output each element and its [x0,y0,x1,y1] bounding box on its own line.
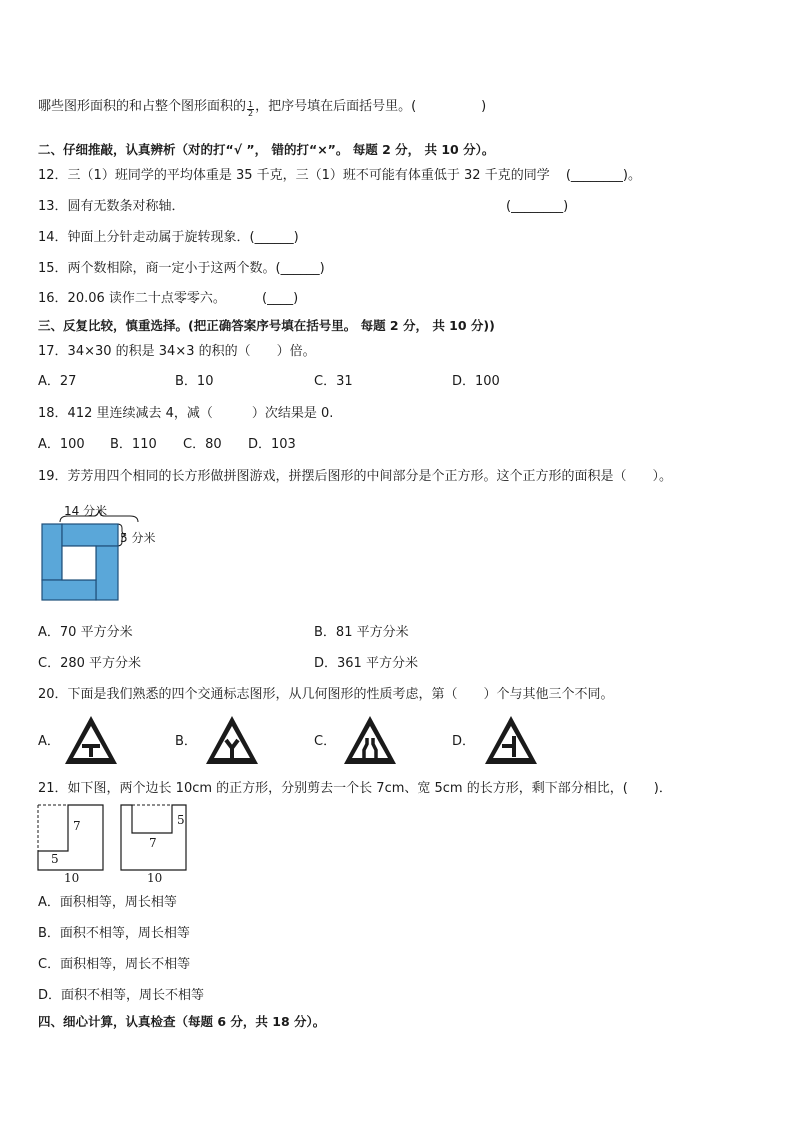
q17-option-d[interactable]: D．100 [452,374,500,389]
q11-text-after: ，把序号填在后面括号里。( ) [255,99,487,114]
q19-rectangle-puzzle-figure [38,500,178,604]
traffic-sign-t-junction-icon[interactable] [63,714,119,770]
traffic-sign-road-narrows-icon[interactable] [342,714,398,770]
q21-left-label-10: 10 [64,871,80,885]
section-4-title: 四、细心计算，认真检查（每题 6 分，共 18 分）。 [38,1014,326,1029]
fraction-one-half [247,101,254,118]
side-dimension-label: 5 分米 [120,531,156,545]
q18-option-d[interactable]: D．103 [248,437,296,452]
q21-option-a[interactable]: A．面积相等，周长相等 [38,895,177,910]
q19-option-d[interactable]: D．361 平方分米 [314,656,418,671]
q13-answer-blank[interactable]: (________) [506,199,569,214]
q16-answer-blank[interactable]: (____) [262,291,299,306]
q21-left-label-5: 5 [51,852,59,866]
top-rectangle [62,524,118,546]
question-18: 18．412 里连续减去 4，减（ ）次结果是 0. [38,406,334,421]
question-17: 17．34×30 的积是 34×3 的积的（ ）倍。 [38,344,316,359]
q19-option-c[interactable]: C．280 平方分米 [38,656,142,671]
q21-right-label-7: 7 [149,836,157,850]
q20-option-d[interactable]: D． [452,734,476,749]
q16-text: 16．20.06 读作二十点零零六。 [38,291,226,306]
question-15: 15．两个数相除，商一定小于这两个数。(______) [38,261,325,276]
q21-left-square-figure [36,803,106,885]
q18-option-b[interactable]: B．110 [110,437,157,452]
section-2-title: 二、仔细推敲，认真辨析（对的打“√ ”， 错的打“×”。 每题 2 分， 共 10 分）。 [38,142,495,157]
question-19: 19．芳芳用四个相同的长方形做拼图游戏，拼摆后图形的中间部分是个正方形。这个正方形的面积是（ ）。 [38,469,673,484]
q21-left-label-7: 7 [73,819,81,833]
q17-option-a[interactable]: A．27 [38,374,77,389]
bottom-rectangle [42,580,96,600]
q11-text-before: 哪些图形面积的和占整个图形面积的 [38,99,247,114]
q21-right-label-5: 5 [177,813,185,827]
q21-right-label-10: 10 [147,871,163,885]
q19-option-b[interactable]: B．81 平方分米 [314,625,409,640]
q19-option-a[interactable]: A．70 平方分米 [38,625,133,640]
q20-option-b[interactable]: B． [175,734,197,749]
question-16 [38,290,226,308]
q21-option-c[interactable]: C．面积相等，周长不相等 [38,957,191,972]
q21-option-b[interactable]: B．面积不相等，周长相等 [38,926,190,941]
question-14: 14．钟面上分针走动属于旋转现象．(______) [38,230,299,245]
q21-right-square-figure [118,803,190,885]
fraction-numerator: 1 [248,100,254,109]
section-3-title: 三、反复比较，慎重选择。(把正确答案序号填在括号里。 每题 2 分， 共 10 分)) [38,318,495,333]
q18-option-a[interactable]: A．100 [38,437,85,452]
q20-option-c[interactable]: C． [314,734,337,749]
question-20: 20．下面是我们熟悉的四个交通标志图形，从几何图形的性质考虑，第（ ）个与其他三个不同。 [38,687,614,702]
top-dimension-label: 14 分米 [64,504,108,518]
center-square [62,546,96,580]
q18-option-c[interactable]: C．80 [183,437,222,452]
q13-text: 13．圆有无数条对称轴． [38,199,185,214]
q17-option-c[interactable]: C．31 [314,374,353,389]
left-rectangle [42,524,62,580]
right-rectangle [96,546,118,600]
question-13 [38,198,185,216]
q17-option-b[interactable]: B．10 [175,374,214,389]
question-11-text [38,98,486,118]
q12-answer-blank[interactable]: (________)。 [565,168,641,183]
q12-text: 12．三（1）班同学的平均体重是 35 千克，三（1）班不可能有体重低于 32 千克的同学 [38,168,550,183]
q20-option-a[interactable]: A． [38,734,60,749]
fraction-denominator: 2 [248,109,254,118]
question-12 [38,167,641,185]
traffic-sign-y-junction-icon[interactable] [204,714,260,770]
q21-option-d[interactable]: D．面积不相等，周长不相等 [38,988,205,1003]
question-21: 21．如下图，两个边长 10cm 的正方形，分别剪去一个长 7cm、宽 5cm 的长方形，剩下部分相比，( )． [38,781,672,796]
traffic-sign-side-road-icon[interactable] [483,714,539,770]
